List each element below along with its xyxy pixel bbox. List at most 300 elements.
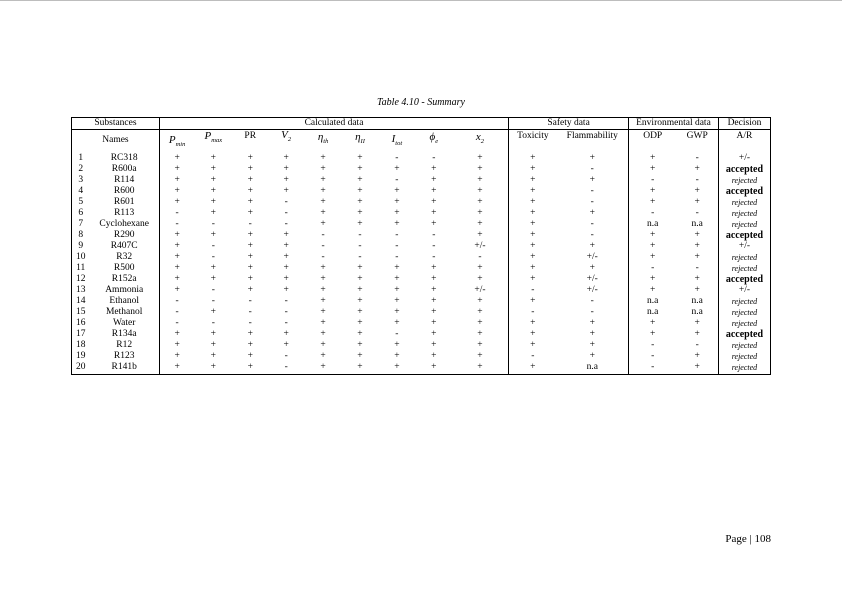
cell-decision: accepted [718, 165, 770, 176]
col-names: Names [72, 130, 160, 154]
cell-toxicity: - [531, 285, 535, 296]
table-row [72, 363, 771, 375]
cell-pr: + [247, 285, 253, 296]
table-caption: Table 4.10 - Summary [377, 97, 465, 108]
row-number: 5 [72, 198, 90, 209]
cell-decision: accepted [718, 275, 770, 286]
cell-gwp: n.a [676, 220, 718, 231]
cell-eta-th: + [304, 363, 342, 375]
cell-phi-e: - [432, 153, 436, 164]
cell-decision: accepted [718, 231, 770, 242]
cell-eta-ii: + [357, 197, 363, 208]
cell-flammability: + [557, 330, 629, 341]
group-decision: Decision [718, 118, 770, 130]
cell-v2: + [283, 285, 289, 296]
cell-odp: n.a [647, 219, 659, 230]
cell-v2: - [284, 351, 288, 362]
cell-i-tot: + [394, 208, 400, 219]
substance-name: R600a [89, 165, 159, 176]
cell-flammability: + [557, 341, 629, 352]
cell-phi-e: + [431, 329, 437, 340]
row-number: 8 [72, 231, 90, 242]
cell-x2: + [452, 330, 509, 341]
cell-decision: +/- [718, 286, 770, 297]
cell-phi-e: + [431, 164, 437, 175]
cell-gwp: + [676, 198, 718, 209]
cell-flammability: +/- [557, 275, 629, 286]
col-pmax: $P_{max}$ [204, 130, 223, 145]
cell-decision: rejected [718, 209, 770, 220]
cell-eta-th: + [320, 197, 326, 208]
cell-pr: + [247, 252, 253, 263]
row-number: 2 [72, 165, 90, 176]
cell-eta-ii: + [357, 318, 363, 329]
substance-name: Cyclohexane [89, 220, 159, 231]
cell-x2: + [452, 165, 509, 176]
cell-gwp: - [676, 264, 718, 275]
cell-odp: + [650, 164, 656, 175]
cell-odp: + [650, 241, 656, 252]
table-row [72, 176, 771, 187]
cell-i-tot: + [394, 186, 400, 197]
table-row [72, 187, 771, 198]
cell-eta-th: + [320, 329, 326, 340]
cell-pmin: + [174, 263, 180, 274]
cell-x2: - [452, 253, 509, 264]
cell-pmax: + [210, 208, 216, 219]
cell-i-tot: + [394, 351, 400, 362]
col-x2: $x_2$ [452, 130, 509, 154]
table-row [72, 275, 771, 286]
cell-pmax: + [210, 274, 216, 285]
cell-pmax: + [194, 363, 232, 375]
table-row [72, 253, 771, 264]
cell-i-tot: + [394, 296, 400, 307]
cell-pmin: + [174, 252, 180, 263]
cell-odp: + [650, 252, 656, 263]
cell-flammability: + [557, 154, 629, 165]
cell-phi-e: + [431, 307, 437, 318]
cell-toxicity: + [530, 329, 536, 340]
substance-name: R601 [89, 198, 159, 209]
cell-pmin: + [174, 153, 180, 164]
cell-toxicity: + [530, 230, 536, 241]
cell-pmin: - [175, 296, 179, 307]
substance-name: Ammonia [89, 286, 159, 297]
cell-x2: + [452, 231, 509, 242]
cell-toxicity: + [530, 274, 536, 285]
cell-toxicity: + [530, 263, 536, 274]
summary-table [71, 117, 771, 375]
cell-eta-th: + [320, 307, 326, 318]
cell-phi-e: - [432, 241, 436, 252]
cell-toxicity: + [530, 208, 536, 219]
cell-eta-ii: + [357, 263, 363, 274]
row-number: 3 [72, 176, 90, 187]
cell-pmin: + [159, 363, 194, 375]
cell-x2: +/- [452, 242, 509, 253]
cell-pmax: + [210, 307, 216, 318]
substance-name: R123 [89, 352, 159, 363]
cell-odp: - [651, 175, 655, 186]
cell-i-tot: + [394, 197, 400, 208]
cell-pr: + [247, 351, 253, 362]
row-number: 17 [72, 330, 90, 341]
cell-decision: rejected [718, 363, 770, 375]
cell-toxicity: - [531, 307, 535, 318]
cell-x2: +/- [452, 286, 509, 297]
cell-odp: - [651, 351, 655, 362]
cell-gwp: + [676, 231, 718, 242]
cell-v2: - [284, 208, 288, 219]
cell-flammability: + [557, 264, 629, 275]
cell-pmin: - [175, 318, 179, 329]
cell-pr: - [248, 307, 252, 318]
page-footer [725, 533, 771, 545]
col-toxicity: Toxicity [517, 130, 549, 141]
cell-pr: + [247, 329, 253, 340]
cell-v2: + [283, 252, 289, 263]
table-row [72, 341, 771, 352]
group-environmental-data: Environmental data [628, 118, 718, 130]
cell-phi-e: + [431, 208, 437, 219]
cell-eta-ii: + [357, 296, 363, 307]
cell-decision: +/- [718, 154, 770, 165]
cell-toxicity: + [530, 252, 536, 263]
cell-pmin: + [174, 329, 180, 340]
cell-eta-ii: + [357, 351, 363, 362]
cell-decision: accepted [718, 187, 770, 198]
cell-pmax: + [210, 197, 216, 208]
cell-x2: + [452, 363, 509, 375]
cell-pmin: + [174, 230, 180, 241]
cell-pmin: - [175, 208, 179, 219]
table-row [72, 286, 771, 297]
cell-odp: + [650, 274, 656, 285]
cell-gwp: + [676, 352, 718, 363]
cell-odp: + [650, 285, 656, 296]
col-phi-e: $\phi_e$ [429, 130, 439, 145]
cell-v2: + [283, 241, 289, 252]
cell-gwp: - [676, 176, 718, 187]
cell-pr: + [247, 164, 253, 175]
cell-gwp: - [676, 154, 718, 165]
substance-name: R32 [89, 253, 159, 264]
row-number: 6 [72, 209, 90, 220]
row-number: 19 [72, 352, 90, 363]
cell-gwp: + [676, 319, 718, 330]
cell-gwp: + [676, 330, 718, 341]
cell-gwp: - [676, 341, 718, 352]
cell-x2: + [452, 209, 509, 220]
substance-name: Methanol [89, 308, 159, 319]
cell-decision: rejected [718, 341, 770, 352]
cell-pmin: + [174, 340, 180, 351]
substance-name: R600 [89, 187, 159, 198]
col-ar: A/R [718, 130, 770, 154]
cell-toxicity: + [530, 175, 536, 186]
group-safety-data: Safety data [509, 118, 629, 130]
page-label: Page [725, 533, 747, 545]
cell-gwp: - [676, 209, 718, 220]
cell-odp: + [650, 153, 656, 164]
substance-name: R113 [89, 209, 159, 220]
cell-pmax: + [210, 153, 216, 164]
cell-x2: + [452, 198, 509, 209]
cell-eta-ii: - [358, 241, 362, 252]
cell-toxicity: + [530, 164, 536, 175]
table-row [72, 352, 771, 363]
cell-pmax: - [211, 219, 215, 230]
cell-x2: + [452, 352, 509, 363]
cell-eta-ii: + [357, 274, 363, 285]
cell-phi-e: + [431, 219, 437, 230]
col-pmin: $P_{min}$ [168, 134, 186, 149]
cell-eta-th: + [320, 219, 326, 230]
table-row [72, 308, 771, 319]
cell-phi-e: - [432, 252, 436, 263]
substance-name: R500 [89, 264, 159, 275]
cell-v2: + [283, 340, 289, 351]
substance-name: R407C [89, 242, 159, 253]
cell-decision: rejected [718, 176, 770, 187]
cell-phi-e: + [431, 175, 437, 186]
cell-v2: + [283, 230, 289, 241]
cell-eta-ii: + [357, 186, 363, 197]
row-number: 4 [72, 187, 90, 198]
col-eta-th: $\eta_{th}$ [317, 130, 329, 145]
cell-pmax: + [210, 175, 216, 186]
cell-eta-th: + [320, 164, 326, 175]
cell-i-tot: + [394, 263, 400, 274]
cell-i-tot: + [394, 274, 400, 285]
table-row [72, 319, 771, 330]
cell-eta-th: + [320, 263, 326, 274]
cell-decision: rejected [718, 319, 770, 330]
cell-decision: rejected [718, 308, 770, 319]
cell-decision: rejected [718, 352, 770, 363]
table-row [72, 242, 771, 253]
cell-v2: + [283, 164, 289, 175]
cell-v2: + [283, 263, 289, 274]
row-number: 14 [72, 297, 90, 308]
cell-i-tot: + [394, 219, 400, 230]
cell-v2: - [284, 307, 288, 318]
cell-flammability: - [557, 220, 629, 231]
cell-x2: + [452, 297, 509, 308]
table-row [72, 209, 771, 220]
cell-x2: + [452, 264, 509, 275]
cell-odp: + [650, 197, 656, 208]
cell-gwp: + [676, 253, 718, 264]
substance-name: R12 [89, 341, 159, 352]
cell-x2: + [452, 187, 509, 198]
row-number: 7 [72, 220, 90, 231]
cell-pmin: + [174, 197, 180, 208]
row-number: 18 [72, 341, 90, 352]
cell-v2: - [284, 318, 288, 329]
table-row [72, 297, 771, 308]
cell-pmax: + [210, 340, 216, 351]
cell-toxicity: + [530, 241, 536, 252]
cell-pmin: + [174, 351, 180, 362]
cell-eta-ii: + [342, 363, 378, 375]
cell-phi-e: + [416, 363, 452, 375]
cell-odp: n.a [647, 307, 659, 318]
cell-pr: + [247, 208, 253, 219]
cell-v2: - [268, 363, 304, 375]
col-gwp: GWP [676, 130, 718, 154]
cell-pmax: - [211, 296, 215, 307]
cell-flammability: - [557, 198, 629, 209]
cell-gwp: n.a [676, 297, 718, 308]
cell-odp: - [651, 263, 655, 274]
cell-gwp: + [676, 363, 718, 375]
cell-phi-e: - [432, 230, 436, 241]
cell-pr: + [247, 274, 253, 285]
cell-eta-th: - [321, 252, 325, 263]
cell-pr: + [247, 263, 253, 274]
cell-i-tot: + [394, 285, 400, 296]
cell-toxicity: + [509, 363, 557, 375]
cell-pr: - [248, 219, 252, 230]
cell-pr: + [247, 186, 253, 197]
cell-decision: rejected [718, 264, 770, 275]
cell-eta-ii: + [357, 340, 363, 351]
cell-v2: + [283, 274, 289, 285]
row-number: 15 [72, 308, 90, 319]
cell-pmax: - [211, 252, 215, 263]
cell-odp: + [650, 186, 656, 197]
row-number: 10 [72, 253, 90, 264]
cell-pmax: + [210, 186, 216, 197]
cell-decision: rejected [718, 253, 770, 264]
cell-pr: - [248, 318, 252, 329]
cell-pmax: - [211, 285, 215, 296]
cell-eta-th: + [320, 285, 326, 296]
cell-flammability: - [557, 297, 629, 308]
table-row [72, 154, 771, 165]
cell-pmax: - [211, 318, 215, 329]
cell-toxicity: + [530, 197, 536, 208]
cell-eta-th: + [320, 175, 326, 186]
cell-eta-th: + [320, 208, 326, 219]
cell-pmax: + [210, 230, 216, 241]
cell-eta-ii: + [357, 219, 363, 230]
cell-eta-th: + [320, 340, 326, 351]
row-number: 1 [72, 154, 90, 165]
row-number: 20 [72, 363, 90, 375]
cell-eta-th: - [321, 241, 325, 252]
cell-odp: - [651, 208, 655, 219]
cell-pmax: + [210, 263, 216, 274]
cell-toxicity: - [531, 351, 535, 362]
col-pr: PR [244, 130, 257, 141]
cell-odp: + [650, 318, 656, 329]
cell-eta-th: + [320, 274, 326, 285]
cell-pmin: + [174, 274, 180, 285]
cell-pr: + [247, 230, 253, 241]
cell-eta-th: + [320, 186, 326, 197]
substance-name: Ethanol [89, 297, 159, 308]
column-header-row [72, 130, 771, 154]
cell-pmax: + [210, 329, 216, 340]
cell-eta-th: - [321, 230, 325, 241]
cell-toxicity: + [530, 219, 536, 230]
cell-odp: + [650, 230, 656, 241]
cell-phi-e: + [431, 186, 437, 197]
cell-pr: + [247, 340, 253, 351]
cell-odp: n.a [647, 296, 659, 307]
cell-i-tot: + [394, 318, 400, 329]
cell-pr: + [247, 197, 253, 208]
cell-odp: + [650, 329, 656, 340]
cell-x2: + [452, 319, 509, 330]
page-number: 108 [754, 533, 771, 545]
cell-v2: + [283, 175, 289, 186]
table-row [72, 330, 771, 341]
cell-v2: + [283, 153, 289, 164]
substance-name: R114 [89, 176, 159, 187]
cell-i-tot: - [395, 175, 399, 186]
cell-eta-ii: + [357, 307, 363, 318]
col-flammability: Flammability [557, 130, 629, 154]
cell-pmin: + [174, 241, 180, 252]
cell-pmax: + [210, 351, 216, 362]
table-row [72, 198, 771, 209]
cell-eta-ii: + [357, 329, 363, 340]
cell-x2: + [452, 176, 509, 187]
cell-eta-th: + [320, 351, 326, 362]
cell-phi-e: + [431, 263, 437, 274]
cell-eta-ii: + [357, 153, 363, 164]
cell-eta-ii: + [357, 285, 363, 296]
substance-name: RC318 [89, 154, 159, 165]
group-substances: Substances [72, 118, 160, 130]
cell-toxicity: + [530, 153, 536, 164]
substance-name: R141b [89, 363, 159, 375]
row-number: 16 [72, 319, 90, 330]
cell-pr: - [248, 296, 252, 307]
cell-flammability: + [557, 242, 629, 253]
cell-flammability: +/- [557, 253, 629, 264]
cell-pmin: + [174, 186, 180, 197]
cell-v2: - [284, 296, 288, 307]
cell-pmin: - [175, 219, 179, 230]
cell-pmin: + [174, 175, 180, 186]
page-separator: | [749, 533, 752, 545]
cell-i-tot: + [394, 307, 400, 318]
cell-x2: + [452, 154, 509, 165]
cell-eta-ii: + [357, 175, 363, 186]
cell-flammability: + [557, 209, 629, 220]
cell-gwp: + [676, 286, 718, 297]
cell-pr: + [247, 153, 253, 164]
group-header-row [72, 118, 771, 130]
cell-gwp: + [676, 242, 718, 253]
col-eta-ii: $\eta_{II}$ [355, 130, 365, 145]
cell-phi-e: + [431, 318, 437, 329]
cell-eta-ii: + [357, 164, 363, 175]
cell-pr: + [247, 175, 253, 186]
cell-phi-e: + [431, 285, 437, 296]
cell-flammability: + [557, 319, 629, 330]
cell-phi-e: + [431, 296, 437, 307]
cell-flammability: +/- [557, 286, 629, 297]
col-odp: ODP [643, 130, 663, 141]
cell-x2: + [452, 308, 509, 319]
cell-eta-ii: - [358, 252, 362, 263]
